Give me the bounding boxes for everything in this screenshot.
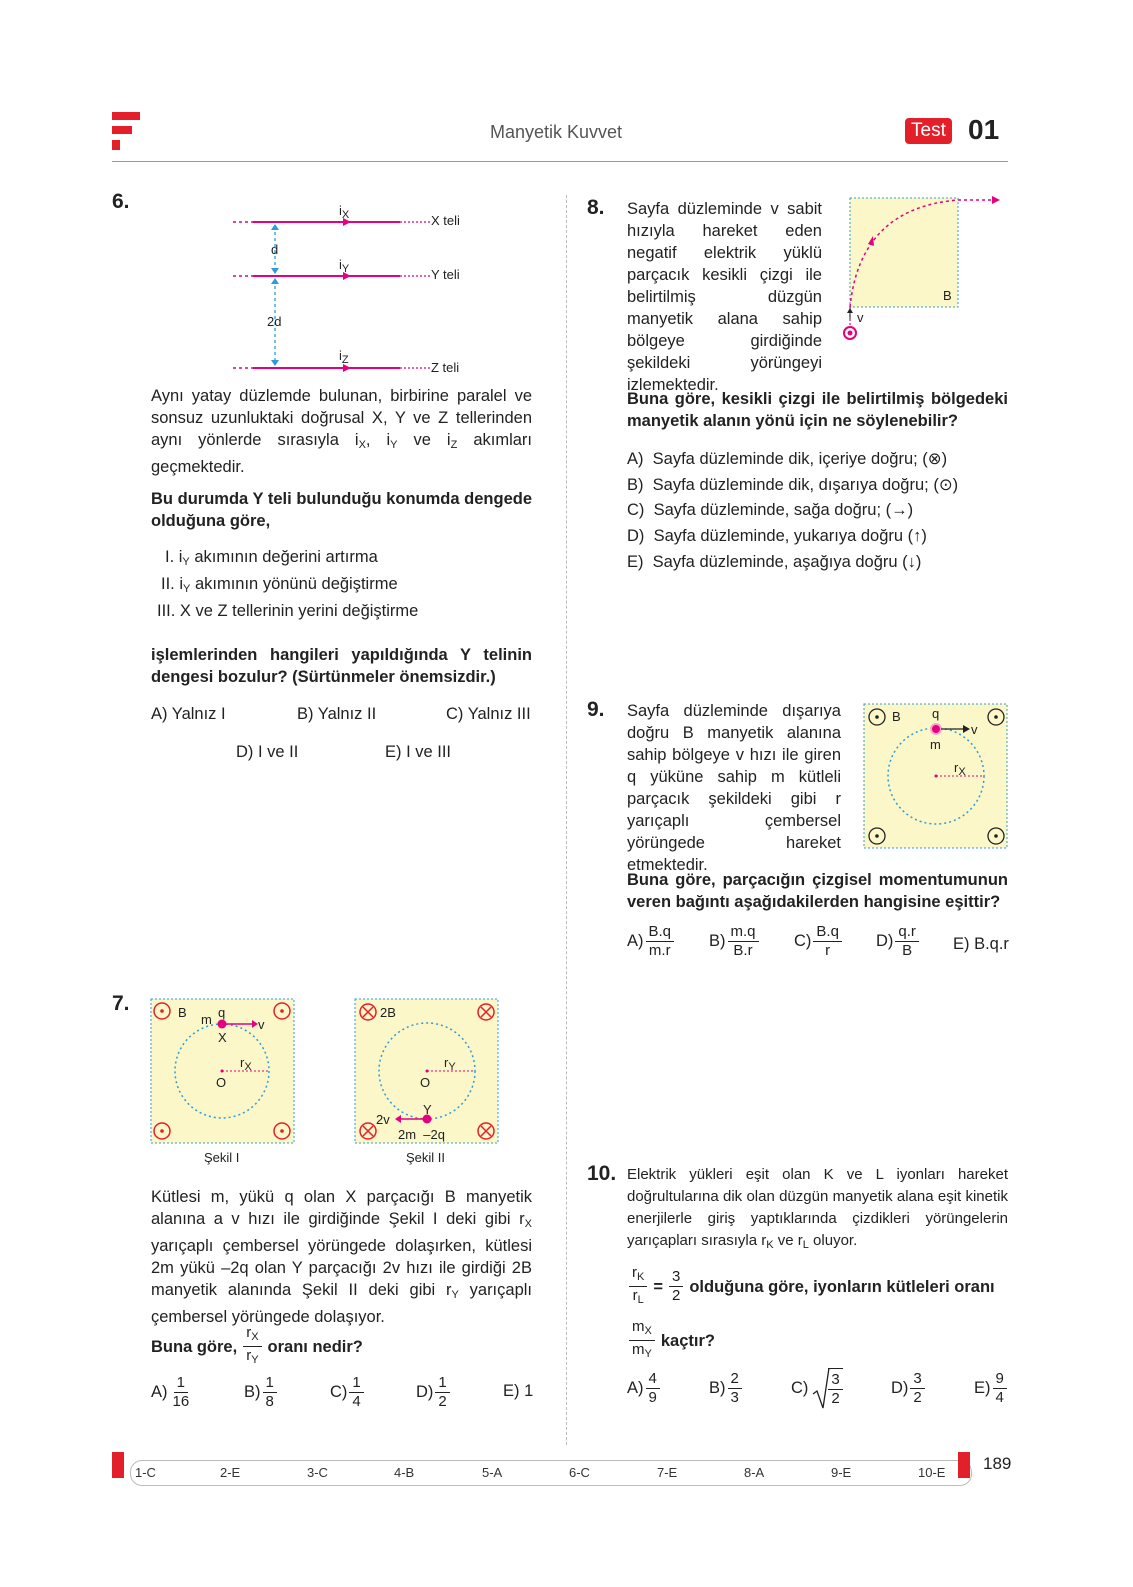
answer-1: 1-C: [135, 1465, 156, 1480]
question-10-number: 10.: [587, 1162, 617, 1185]
q9-fig-m: m: [930, 737, 941, 752]
q7-f1-v: v: [258, 1017, 265, 1032]
q10-option-c[interactable]: [791, 1366, 845, 1410]
q6-stem-part1: Aynı yatay düzlemde bulunan, birbirine paralel ve sonsuz uzunluktaki doğrusal X, Y ve Z tellerinden aynı yönlerde sırasıyla: [151, 387, 532, 449]
q10-e-label: E): [974, 1379, 991, 1397]
q6-item-2-b: akımının yönünü değiştirme: [194, 575, 398, 593]
q10-e-den: 4: [995, 1389, 1004, 1406]
q7-f2-Y: Y: [423, 1102, 432, 1117]
q9-fig-B: B: [892, 709, 901, 724]
q10-d-num: 3: [910, 1370, 924, 1389]
q6-iz-sub: Z: [341, 354, 349, 366]
answer-6: 6-C: [569, 1465, 590, 1480]
q9-option-a[interactable]: [627, 923, 676, 960]
q10-question-b: kaçtır?: [660, 1331, 715, 1350]
question-6-number: 6.: [112, 190, 130, 213]
q7-stem-b: yarıçaplı çembersel yörüngede dolaşırken, kütlesi 2m yükü –2q olan Y parçacığı 2v hızı ile girdiği 2B manyetik alanında Şekil II deki gibi r: [151, 1237, 532, 1299]
q8-option-e[interactable]: E) Sayfa düzleminde, aşağıya doğru (↓): [627, 553, 922, 571]
q9-fig-r-sub: X: [958, 766, 966, 778]
q10-e-num: 9: [993, 1370, 1007, 1389]
q7-f1-B: B: [178, 1005, 187, 1020]
q10-mass-ratio: [629, 1318, 655, 1363]
q7-f1-q: q: [218, 1005, 226, 1020]
q8-stem: Sayfa düzleminde v sabit hızıyla hareket eden negatif elektrik yüklü parçacık kesikli çizgi ile belirtilmiş düzgün manyetik alana sahip bölgeye girdiğinde şekildeki yörüngeyi izlemektedir.: [627, 200, 822, 394]
q7-option-b-label: B): [244, 1383, 261, 1401]
q6-item-3: III. X ve Z tellerinin yerini değiştirme: [157, 602, 419, 620]
q7-stem-a: Kütlesi m, yükü q olan X parçacığı B manyetik alanına a v hızı ile girdiğinde Şekil I deki gibi r: [151, 1188, 532, 1228]
q7-option-b[interactable]: [244, 1374, 279, 1411]
question-7-number: 7.: [112, 992, 130, 1015]
q10-d-den: 2: [913, 1389, 922, 1406]
answer-key-left-marker: [112, 1452, 124, 1478]
logo-icon: [112, 112, 142, 152]
page-number: 189: [983, 1454, 1012, 1473]
q8-option-b[interactable]: B) Sayfa düzleminde dik, dışarıya doğru; (⊙): [627, 476, 959, 494]
q7-f2-v: 2v: [376, 1112, 390, 1127]
q6-iy-sub: Y: [341, 263, 350, 275]
test-label: Test: [911, 120, 946, 141]
q10-val-num: 3: [669, 1268, 683, 1287]
answer-2: 2-E: [220, 1465, 241, 1480]
q10-mx: m: [632, 1318, 645, 1335]
q7-f2-mq: 2m –2q: [398, 1127, 445, 1142]
q9-a-label: A): [627, 932, 644, 950]
q7-f1-X: X: [218, 1030, 227, 1045]
q9-d-num: q.r: [895, 923, 919, 942]
q9-fig-q: q: [932, 706, 940, 721]
q6-option-e[interactable]: E) I ve III: [385, 743, 452, 761]
q7-f1-r: r: [240, 1055, 245, 1070]
q6-option-b[interactable]: B) Yalnız II: [297, 705, 377, 723]
q7-option-a-label: A): [151, 1383, 168, 1401]
q7-f1-m: m: [201, 1012, 212, 1027]
q9-option-e[interactable]: E) B.q.r: [953, 935, 1009, 953]
question-9-number: 9.: [587, 698, 605, 721]
q8-question: Buna göre, kesikli çizgi ile belirtilmiş bölgedeki manyetik alanın yönü için ne söylenebilir?: [627, 390, 1008, 430]
q10-option-a[interactable]: [627, 1370, 662, 1407]
answer-8: 8-A: [744, 1465, 765, 1480]
q7-d-num: 1: [435, 1374, 449, 1393]
q7-ratio: $\frac{r_X}{r_Y}$: [243, 1324, 261, 1369]
q9-fig-v: v: [971, 722, 978, 737]
q6-item-1: I. $i_Y$ akımının değerini artırma: [165, 548, 378, 568]
q6-x-wire-label: X teli: [431, 213, 460, 228]
q10-b-den: 3: [730, 1389, 739, 1406]
q6-stem: Aynı yatay düzlemde bulunan, birbirine paralel ve sonsuz uzunluktaki doğrusal X, Y ve Z tellerinden aynı yönlerde sırasıyla $i_X$, $i_Y$ ve $i_Z$ akımları geçmektedir.: [151, 387, 532, 476]
q7-option-c-label: C): [330, 1383, 348, 1401]
q10-stem-a: Elektrik yükleri eşit olan K ve L iyonları hareket doğrultularına dik olan düzgün manyetik alana eşit kinetik enerjilerle giriş yaptıklarında çizdikleri yörüngelerin yarıçapları sırasıyla r: [627, 1166, 1008, 1249]
q10-c-num: 3: [828, 1371, 842, 1390]
header-rule: [112, 161, 1008, 162]
q6-2d-label: 2d: [267, 314, 282, 329]
q8-fig-v: v: [857, 310, 864, 325]
answer-9: 9-E: [831, 1465, 852, 1480]
q10-option-b[interactable]: [709, 1370, 744, 1407]
q10-stem-c: oluyor.: [813, 1232, 858, 1249]
q7-option-c[interactable]: [330, 1374, 366, 1411]
test-number: 01: [968, 114, 1000, 145]
q7-figure-1: [150, 998, 296, 1146]
q7-a-num: 1: [174, 1374, 188, 1393]
q8-fig-B: B: [943, 288, 952, 303]
answer-3: 3-C: [307, 1465, 328, 1480]
q7-f2-r-sub: Y: [448, 1061, 456, 1073]
q8-option-d[interactable]: D) Sayfa düzleminde, yukarıya doğru (↑): [627, 527, 927, 545]
q10-option-d[interactable]: [891, 1370, 927, 1407]
q6-option-a[interactable]: A) Yalnız I: [151, 705, 226, 723]
q10-rl-sub: L: [637, 1294, 644, 1306]
q8-option-c[interactable]: C) Sayfa düzleminde, sağa doğru; (→): [627, 501, 914, 519]
q10-rk-sub: K: [637, 1271, 645, 1283]
q7-c-den: 4: [352, 1393, 361, 1410]
q7-f2-O: O: [420, 1075, 431, 1090]
q7-option-d-label: D): [416, 1383, 434, 1401]
q7-f2-caption: Şekil II: [406, 1150, 446, 1165]
answer-5: 5-A: [482, 1465, 503, 1480]
q7-f1-O: O: [216, 1075, 227, 1090]
q10-my: m: [632, 1341, 645, 1358]
q10-option-e[interactable]: [974, 1370, 1009, 1407]
q10-radius-value: [669, 1268, 683, 1305]
q6-item-2: II. $i_Y$ akımının yönünü değiştirme: [161, 575, 398, 595]
q10-stem: Elektrik yükleri eşit olan K ve L iyonları hareket doğrultularına dik olan düzgün manyetik alana eşit kinetik enerjilerle giriş yaptıklarında çizdikleri yörüngelerin yarıçapları sırasıyla $r_K$ ve $r_L$ oluyor.: [627, 1166, 1008, 1251]
q10-val-den: 2: [671, 1287, 681, 1304]
q7-question-a: Buna göre,: [151, 1337, 238, 1356]
page-header-title: Manyetik Kuvvet: [490, 122, 623, 142]
q9-option-c[interactable]: [794, 923, 844, 960]
column-divider: [566, 195, 567, 1445]
answer-key-right-marker: [958, 1452, 970, 1478]
q10-d-label: D): [891, 1379, 909, 1397]
q9-stem: Sayfa düzleminde dışarıya doğru B manyetik alanına sahip bölgeye v hızı ile giren q yüküne sahip m kütleli parçacık şekildeki gibi r yarıçaplı çembersel yörüngede hareket etmektedir.: [627, 702, 841, 874]
q10-a-den: 9: [648, 1389, 657, 1406]
q6-z-wire-label: Z teli: [431, 360, 460, 375]
q6-ix-sub: X: [341, 209, 350, 221]
q9-b-label: B): [709, 932, 726, 950]
q7-option-a[interactable]: [151, 1374, 194, 1411]
answer-10: 10-E: [918, 1465, 946, 1480]
q10-mx-sub: X: [644, 1325, 652, 1337]
q9-question: Buna göre, parçacığın çizgisel momentumunun veren bağıntı aşağıdakilerden hangisine eşittir?: [627, 871, 1008, 911]
q6-d-label: d: [271, 242, 279, 257]
q6-iz-label: i: [339, 348, 342, 363]
q10-b-num: 2: [728, 1370, 742, 1389]
q9-b-num: m.q: [728, 923, 759, 942]
q9-a-den: m.r: [648, 942, 671, 959]
q7-question: [151, 1324, 363, 1369]
q10-stem-b: ve r: [777, 1232, 803, 1249]
q7-stem-c: yarıçaplı çembersel yörüngede dolaşıyor.: [151, 1281, 532, 1326]
q7-f1-r-sub: X: [244, 1061, 252, 1073]
q9-c-label: C): [794, 932, 812, 950]
q6-option-c[interactable]: C) Yalnız III: [446, 705, 531, 723]
q6-question-2: işlemlerinden hangileri yapıldığında Y telinin dengesi bozulur? (Sürtünmeler önemsizdir.): [151, 646, 532, 686]
q10-rk: r: [632, 1264, 637, 1281]
q7-question-b: oranı nedir?: [267, 1337, 363, 1356]
q6-option-d[interactable]: D) I ve II: [236, 743, 299, 761]
q9-d-label: D): [876, 932, 894, 950]
q10-b-label: B): [709, 1379, 726, 1397]
q6-ix-label: i: [339, 203, 342, 218]
q10-my-sub: Y: [644, 1348, 652, 1360]
q10-radius-ratio: [629, 1264, 647, 1309]
answer-7: 7-E: [657, 1465, 678, 1480]
logo: [112, 112, 142, 152]
q8-option-a[interactable]: A) Sayfa düzleminde dik, içeriye doğru; (⊗): [627, 450, 948, 468]
q10-a-num: 4: [646, 1370, 660, 1389]
q6-y-wire-label: Y teli: [431, 267, 460, 282]
q7-b-num: 1: [263, 1374, 277, 1393]
q9-fig-r: r: [954, 760, 959, 775]
q7-f1-caption: Şekil I: [204, 1150, 240, 1165]
q10-a-label: A): [627, 1379, 644, 1397]
q9-a-num: B.q: [646, 923, 675, 942]
question-8-number: 8.: [587, 196, 605, 219]
q9-figure: [863, 703, 1009, 851]
q6-stem-part2: akımları geçmektedir.: [151, 431, 532, 476]
q7-d-den: 2: [438, 1393, 447, 1410]
q7-c-num: 1: [349, 1374, 363, 1393]
q7-a-den: 16: [172, 1393, 190, 1410]
q6-item-1-a: I. i: [165, 548, 183, 566]
q7-b-den: 8: [265, 1393, 274, 1410]
q6-iy-label: i: [339, 257, 342, 272]
q9-option-d[interactable]: [876, 923, 921, 960]
answer-4: 4-B: [394, 1465, 415, 1480]
q7-stem: Kütlesi m, yükü q olan X parçacığı B manyetik alanına a v hızı ile girdiğinde Şekil I deki gibi $r_X$ yarıçaplı çembersel yörüngede dolaşırken, kütlesi 2m yükü –2q olan Y parçacığı 2v hızı ile girdiği 2B manyetik alanında Şekil II deki gibi $r_Y$ yarıçaplı çembersel yörüngede dolaşıyor.: [151, 1188, 532, 1326]
q10-condition: [627, 1264, 1008, 1309]
q10-equals: =: [653, 1277, 663, 1296]
q10-question: [627, 1318, 715, 1363]
q8-figure: [840, 192, 1010, 342]
q6-question: Bu durumda Y teli bulunduğu konumda dengede olduğuna göre,: [151, 490, 532, 530]
q10-c-label: C): [791, 1378, 809, 1397]
q10-question-a: olduğuna göre, iyonların kütleleri oranı: [689, 1277, 995, 1296]
q10-c-den: 2: [831, 1390, 840, 1407]
q9-option-b[interactable]: [709, 923, 761, 960]
q7-option-d[interactable]: [416, 1374, 452, 1411]
q7-option-e[interactable]: E) 1: [503, 1382, 534, 1400]
q10-rl: r: [632, 1287, 638, 1304]
q9-b-den: B.r: [733, 942, 753, 959]
q9-d-den: B: [902, 942, 913, 959]
q9-c-num: B.q: [813, 923, 842, 942]
test-badge: [905, 118, 952, 144]
q7-f2-B: 2B: [380, 1005, 396, 1020]
q6-item-1-b: akımının değerini artırma: [194, 548, 378, 566]
q7-f2-r: r: [444, 1055, 449, 1070]
q9-c-den: r: [825, 942, 831, 959]
q6-item-2-a: II. i: [161, 575, 184, 593]
